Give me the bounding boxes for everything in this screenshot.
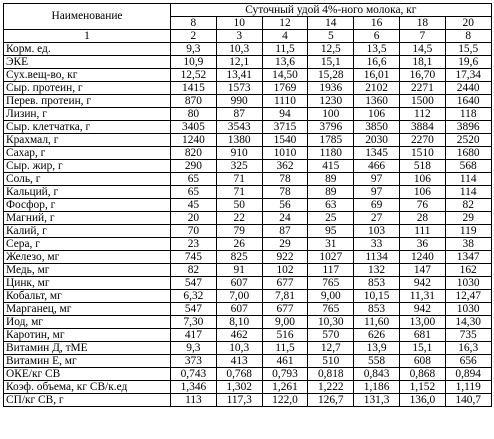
column-index-row <box>4 30 492 43</box>
row-value: 28 <box>399 212 445 225</box>
table-row <box>4 121 492 134</box>
row-value: 820 <box>171 147 217 160</box>
row-value: 15,1 <box>308 56 354 69</box>
row-value: 106 <box>354 108 400 121</box>
row-value: 7,81 <box>262 290 308 303</box>
row-value: 97 <box>354 186 400 199</box>
row-value: 112 <box>399 108 445 121</box>
row-label: Коэф. объема, кг СВ/к.ед <box>4 381 171 394</box>
row-value: 1785 <box>308 134 354 147</box>
row-value: 20 <box>171 212 217 225</box>
column-index: 6 <box>354 30 400 43</box>
table-row <box>4 95 492 108</box>
row-value: 132 <box>354 264 400 277</box>
row-value: 1345 <box>354 147 400 160</box>
row-label: Сыр. протеин, г <box>4 82 171 95</box>
row-value: 1,346 <box>171 381 217 394</box>
row-value: 17,34 <box>445 69 491 82</box>
row-value: 417 <box>171 329 217 342</box>
row-value: 466 <box>354 160 400 173</box>
row-value: 570 <box>308 329 354 342</box>
row-value: 78 <box>262 186 308 199</box>
row-value: 7,00 <box>216 290 262 303</box>
row-value: 608 <box>399 355 445 368</box>
row-value: 10,3 <box>216 342 262 355</box>
row-value: 29 <box>262 238 308 251</box>
row-value: 79 <box>216 225 262 238</box>
row-value: 13,6 <box>262 56 308 69</box>
row-label: Витамин Е, мг <box>4 355 171 368</box>
table-row <box>4 134 492 147</box>
row-value: 16,01 <box>354 69 400 82</box>
row-value: 3796 <box>308 121 354 134</box>
row-value: 65 <box>171 186 217 199</box>
column-index: 7 <box>399 30 445 43</box>
table-row <box>4 173 492 186</box>
row-value: 2520 <box>445 134 491 147</box>
row-value: 15,1 <box>399 342 445 355</box>
row-value: 70 <box>171 225 217 238</box>
row-value: 1360 <box>354 95 400 108</box>
table-row <box>4 212 492 225</box>
row-value: 38 <box>445 238 491 251</box>
row-label: Крахмал, г <box>4 134 171 147</box>
table-row <box>4 108 492 121</box>
row-value: 415 <box>308 160 354 173</box>
row-value: 117,3 <box>216 394 262 407</box>
row-value: 568 <box>445 160 491 173</box>
row-value: 1540 <box>262 134 308 147</box>
row-value: 0,894 <box>445 368 491 381</box>
row-value: 9,3 <box>171 342 217 355</box>
row-value: 290 <box>171 160 217 173</box>
table-row <box>4 368 492 381</box>
row-value: 89 <box>308 173 354 186</box>
table-row <box>4 199 492 212</box>
row-value: 3850 <box>354 121 400 134</box>
yield-header: 18 <box>399 17 445 30</box>
row-label: Фосфор, г <box>4 199 171 212</box>
row-value: 87 <box>216 108 262 121</box>
row-value: 10,3 <box>216 43 262 56</box>
row-value: 118 <box>445 108 491 121</box>
row-label: Кальций, г <box>4 186 171 199</box>
row-value: 1134 <box>354 251 400 264</box>
row-value: 13,41 <box>216 69 262 82</box>
row-value: 147 <box>399 264 445 277</box>
row-value: 990 <box>216 95 262 108</box>
row-value: 114 <box>445 186 491 199</box>
table-row <box>4 69 492 82</box>
row-label: Каротин, мг <box>4 329 171 342</box>
row-value: 10,15 <box>354 290 400 303</box>
table-row <box>4 147 492 160</box>
row-value: 656 <box>445 355 491 368</box>
yield-header: 20 <box>445 17 491 30</box>
row-value: 91 <box>216 264 262 277</box>
row-value: 516 <box>262 329 308 342</box>
row-value: 3715 <box>262 121 308 134</box>
row-value: 13,00 <box>399 316 445 329</box>
table-row <box>4 277 492 290</box>
row-value: 103 <box>354 225 400 238</box>
row-label: Сыр. клетчатка, г <box>4 121 171 134</box>
row-value: 9,00 <box>308 290 354 303</box>
row-value: 1030 <box>445 277 491 290</box>
row-value: 1010 <box>262 147 308 160</box>
row-value: 3884 <box>399 121 445 134</box>
row-value: 1030 <box>445 303 491 316</box>
column-index: 1 <box>4 30 171 43</box>
row-value: 1110 <box>262 95 308 108</box>
row-value: 23 <box>171 238 217 251</box>
row-value: 10,9 <box>171 56 217 69</box>
row-label: Медь, мг <box>4 264 171 277</box>
row-value: 1027 <box>308 251 354 264</box>
row-value: 10,30 <box>308 316 354 329</box>
row-label: ОКЕ/кг СВ <box>4 368 171 381</box>
row-value: 3896 <box>445 121 491 134</box>
row-value: 82 <box>445 199 491 212</box>
row-value: 3405 <box>171 121 217 134</box>
row-value: 558 <box>354 355 400 368</box>
row-value: 12,7 <box>308 342 354 355</box>
row-value: 1769 <box>262 82 308 95</box>
row-label: Сух.вещ-во, кг <box>4 69 171 82</box>
row-value: 942 <box>399 303 445 316</box>
row-value: 11,60 <box>354 316 400 329</box>
row-value: 853 <box>354 277 400 290</box>
table-row <box>4 186 492 199</box>
table-row <box>4 394 492 407</box>
column-index: 4 <box>262 30 308 43</box>
row-value: 126,7 <box>308 394 354 407</box>
row-value: 26 <box>216 238 262 251</box>
table-body <box>4 43 492 407</box>
row-value: 0,768 <box>216 368 262 381</box>
row-value: 0,793 <box>262 368 308 381</box>
row-value: 1180 <box>308 147 354 160</box>
row-value: 15,5 <box>445 43 491 56</box>
row-value: 853 <box>354 303 400 316</box>
row-value: 547 <box>171 303 217 316</box>
row-value: 0,843 <box>354 368 400 381</box>
row-value: 461 <box>262 355 308 368</box>
row-value: 1,222 <box>308 381 354 394</box>
row-value: 1936 <box>308 82 354 95</box>
feeding-norms-table <box>3 3 492 407</box>
row-value: 36 <box>399 238 445 251</box>
row-value: 29 <box>445 212 491 225</box>
row-value: 16,3 <box>445 342 491 355</box>
row-value: 518 <box>399 160 445 173</box>
header-row-top <box>4 4 492 17</box>
row-value: 12,52 <box>171 69 217 82</box>
row-label: СП/кг СВ, г <box>4 394 171 407</box>
row-label: Сыр. жир, г <box>4 160 171 173</box>
row-label: Магний, г <box>4 212 171 225</box>
table-row <box>4 238 492 251</box>
row-value: 462 <box>216 329 262 342</box>
row-label: Лизин, г <box>4 108 171 121</box>
row-value: 78 <box>262 173 308 186</box>
row-label: Сера, г <box>4 238 171 251</box>
row-value: 11,5 <box>262 342 308 355</box>
row-value: 1680 <box>445 147 491 160</box>
row-value: 1347 <box>445 251 491 264</box>
row-value: 14,50 <box>262 69 308 82</box>
row-value: 13,5 <box>354 43 400 56</box>
row-value: 1240 <box>171 134 217 147</box>
row-value: 113 <box>171 394 217 407</box>
row-value: 22 <box>216 212 262 225</box>
row-value: 1640 <box>445 95 491 108</box>
row-value: 2102 <box>354 82 400 95</box>
row-value: 735 <box>445 329 491 342</box>
table-row <box>4 56 492 69</box>
row-label: Цинк, мг <box>4 277 171 290</box>
row-value: 117 <box>308 264 354 277</box>
row-value: 1380 <box>216 134 262 147</box>
row-value: 71 <box>216 186 262 199</box>
table-row <box>4 43 492 56</box>
row-value: 677 <box>262 277 308 290</box>
row-value: 12,1 <box>216 56 262 69</box>
row-label: Перев. протеин, г <box>4 95 171 108</box>
row-value: 1415 <box>171 82 217 95</box>
row-value: 765 <box>308 303 354 316</box>
table-row <box>4 342 492 355</box>
table-row <box>4 82 492 95</box>
row-value: 2440 <box>445 82 491 95</box>
row-value: 69 <box>354 199 400 212</box>
row-value: 9,00 <box>262 316 308 329</box>
row-value: 6,32 <box>171 290 217 303</box>
row-value: 626 <box>354 329 400 342</box>
row-value: 27 <box>354 212 400 225</box>
row-value: 102 <box>262 264 308 277</box>
row-value: 681 <box>399 329 445 342</box>
row-value: 825 <box>216 251 262 264</box>
table-row <box>4 160 492 173</box>
row-value: 63 <box>308 199 354 212</box>
row-value: 119 <box>445 225 491 238</box>
row-value: 677 <box>262 303 308 316</box>
table-row <box>4 290 492 303</box>
row-value: 2270 <box>399 134 445 147</box>
row-label: Калий, г <box>4 225 171 238</box>
yield-header: 16 <box>354 17 400 30</box>
row-value: 95 <box>308 225 354 238</box>
row-value: 1573 <box>216 82 262 95</box>
row-label: Иод, мг <box>4 316 171 329</box>
row-value: 16,70 <box>399 69 445 82</box>
row-value: 16,6 <box>354 56 400 69</box>
row-value: 1,119 <box>445 381 491 394</box>
row-value: 13,9 <box>354 342 400 355</box>
table-row <box>4 355 492 368</box>
row-value: 94 <box>262 108 308 121</box>
row-label: Марганец, мг <box>4 303 171 316</box>
table-row <box>4 381 492 394</box>
row-value: 7,30 <box>171 316 217 329</box>
row-value: 18,1 <box>399 56 445 69</box>
row-value: 11,31 <box>399 290 445 303</box>
row-value: 510 <box>308 355 354 368</box>
row-label: Железо, мг <box>4 251 171 264</box>
row-value: 1,186 <box>354 381 400 394</box>
row-value: 50 <box>216 199 262 212</box>
row-label: Корм. ед. <box>4 43 171 56</box>
row-value: 33 <box>354 238 400 251</box>
row-value: 942 <box>399 277 445 290</box>
row-value: 89 <box>308 186 354 199</box>
row-value: 3543 <box>216 121 262 134</box>
yield-header: 12 <box>262 17 308 30</box>
row-value: 136,0 <box>399 394 445 407</box>
table-row <box>4 264 492 277</box>
row-value: 122,0 <box>262 394 308 407</box>
row-value: 31 <box>308 238 354 251</box>
row-value: 0,868 <box>399 368 445 381</box>
table-row <box>4 316 492 329</box>
row-value: 56 <box>262 199 308 212</box>
row-value: 100 <box>308 108 354 121</box>
table-row <box>4 303 492 316</box>
row-value: 80 <box>171 108 217 121</box>
row-value: 1230 <box>308 95 354 108</box>
row-value: 362 <box>262 160 308 173</box>
row-value: 547 <box>171 277 217 290</box>
row-value: 1,302 <box>216 381 262 394</box>
row-value: 1500 <box>399 95 445 108</box>
table-header <box>4 4 492 43</box>
row-value: 2030 <box>354 134 400 147</box>
table-row <box>4 225 492 238</box>
row-value: 9,3 <box>171 43 217 56</box>
row-value: 910 <box>216 147 262 160</box>
row-value: 1240 <box>399 251 445 264</box>
row-value: 106 <box>399 173 445 186</box>
table-row <box>4 329 492 342</box>
row-value: 12,5 <box>308 43 354 56</box>
row-value: 0,818 <box>308 368 354 381</box>
row-value: 413 <box>216 355 262 368</box>
row-value: 24 <box>262 212 308 225</box>
row-value: 1,152 <box>399 381 445 394</box>
row-value: 373 <box>171 355 217 368</box>
row-value: 922 <box>262 251 308 264</box>
row-label: Витамин Д, тМЕ <box>4 342 171 355</box>
row-value: 140,7 <box>445 394 491 407</box>
row-value: 745 <box>171 251 217 264</box>
column-index: 2 <box>171 30 217 43</box>
row-value: 114 <box>445 173 491 186</box>
row-value: 765 <box>308 277 354 290</box>
yield-header: 14 <box>308 17 354 30</box>
row-label: ЭКЕ <box>4 56 171 69</box>
row-value: 11,5 <box>262 43 308 56</box>
row-value: 1,261 <box>262 381 308 394</box>
row-label: Сахар, г <box>4 147 171 160</box>
row-value: 87 <box>262 225 308 238</box>
yield-header: 8 <box>171 17 217 30</box>
yield-header: 10 <box>216 17 262 30</box>
row-label: Соль, г <box>4 173 171 186</box>
column-index: 8 <box>445 30 491 43</box>
row-label: Кобальт, мг <box>4 290 171 303</box>
milk-yield-group-header: Суточный удой 4%-ного молока, кг <box>171 4 492 17</box>
row-value: 111 <box>399 225 445 238</box>
row-value: 71 <box>216 173 262 186</box>
row-value: 25 <box>308 212 354 225</box>
row-value: 2271 <box>399 82 445 95</box>
row-value: 82 <box>171 264 217 277</box>
row-value: 14,30 <box>445 316 491 329</box>
row-value: 607 <box>216 303 262 316</box>
row-value: 607 <box>216 277 262 290</box>
row-value: 14,5 <box>399 43 445 56</box>
row-value: 76 <box>399 199 445 212</box>
row-value: 8,10 <box>216 316 262 329</box>
row-value: 325 <box>216 160 262 173</box>
row-value: 12,47 <box>445 290 491 303</box>
table-row <box>4 251 492 264</box>
row-value: 65 <box>171 173 217 186</box>
row-value: 19,6 <box>445 56 491 69</box>
row-value: 1510 <box>399 147 445 160</box>
row-value: 0,743 <box>171 368 217 381</box>
row-value: 106 <box>399 186 445 199</box>
row-value: 45 <box>171 199 217 212</box>
row-value: 131,3 <box>354 394 400 407</box>
column-index: 3 <box>216 30 262 43</box>
row-value: 870 <box>171 95 217 108</box>
norms-table-container <box>3 3 491 407</box>
name-column-header: Наименование <box>4 4 171 30</box>
row-value: 162 <box>445 264 491 277</box>
row-value: 15,28 <box>308 69 354 82</box>
row-value: 97 <box>354 173 400 186</box>
column-index: 5 <box>308 30 354 43</box>
